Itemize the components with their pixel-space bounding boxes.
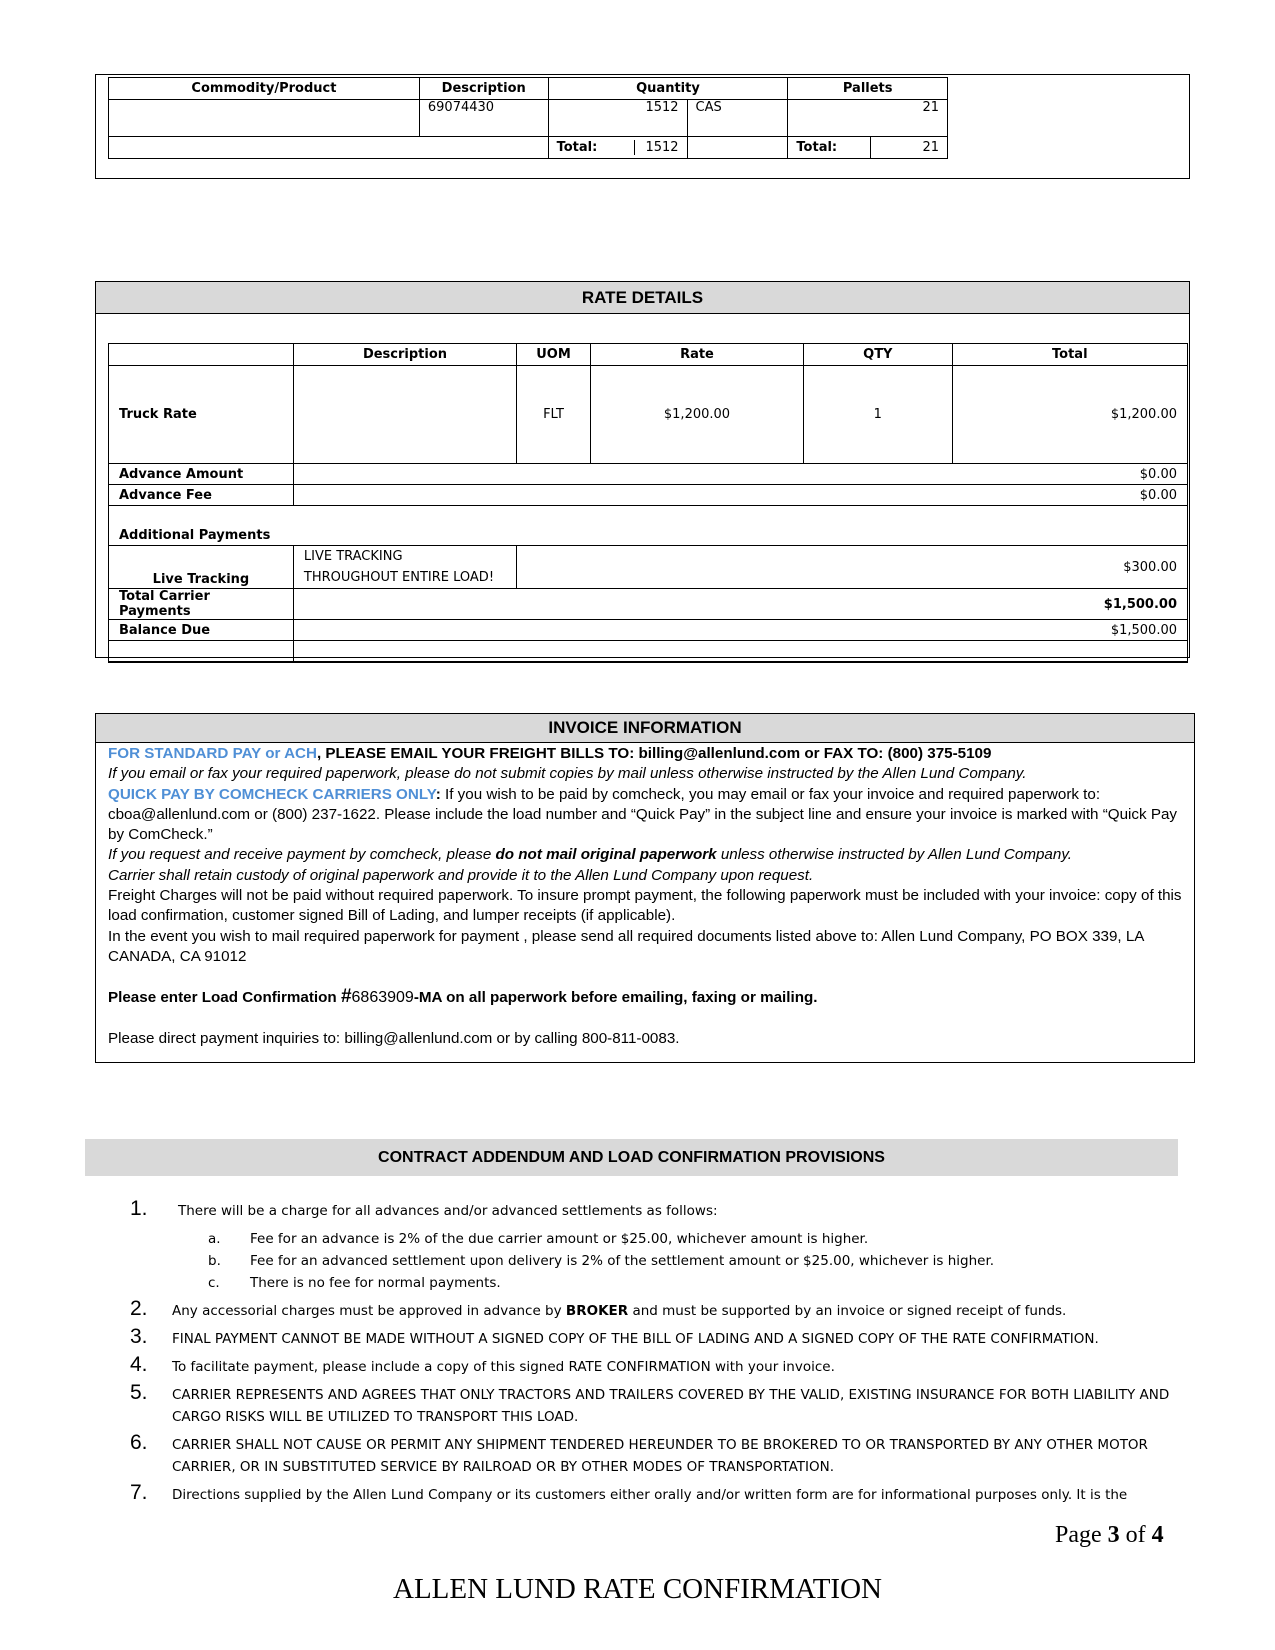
rate-table xyxy=(108,343,1188,663)
standard-pay-line: FOR STANDARD PAY or ACH, PLEASE EMAIL YOUR FREIGHT BILLS TO: billing@allenlund.com or FAX TO: (800) 375-5109 xyxy=(108,745,992,762)
freight-charges-note: Freight Charges will not be paid without required paperwork. To insure prompt payment, the following paperwork must be included with your invoice: copy of this load confirmation, customer signed Bill of Lading, and lumper receipts (if applicable). xyxy=(108,887,1182,925)
advance-fee-label: Advance Fee xyxy=(109,485,294,506)
invoice-body xyxy=(108,744,1188,1049)
pallets-header: Pallets xyxy=(788,78,948,100)
truck-rate-uom: FLT xyxy=(517,366,591,464)
comcheck-note: If you request and receive payment by comcheck, please do not mail original paperwork unless otherwise instructed by Allen Lund Company. xyxy=(108,846,1073,864)
provision-item: 2. Any accessorial charges must be approved in advance by BROKER and must be supported by an invoice or signed receipt of funds. xyxy=(130,1297,1067,1320)
description-cell: 69074430 xyxy=(419,100,548,137)
quantity-header: Quantity xyxy=(548,78,788,100)
truck-rate-rate: $1,200.00 xyxy=(590,366,803,464)
rate-details-section xyxy=(95,281,1190,658)
total-quantity-label: Total: 1512 xyxy=(548,137,687,159)
provision-item: 7. Directions supplied by the Allen Lund Company or its customers either orally and/or written form are for informational purposes only. It is the xyxy=(130,1481,1128,1504)
rate-header: Rate xyxy=(590,344,803,366)
unit-cell: CAS xyxy=(687,100,788,137)
rate-details-title: RATE DETAILS xyxy=(96,282,1189,314)
provision-item: 1. There will be a charge for all advances and/or advanced settlements as follows: xyxy=(130,1197,718,1220)
additional-payments-label: Additional Payments xyxy=(109,506,294,546)
advance-amount-label: Advance Amount xyxy=(109,464,294,485)
mail-address-note: In the event you wish to mail required paperwork for payment , please send all required documents listed above to: Allen Lund Company, PO BOX 339, LA CANADA, CA 91012 xyxy=(108,927,1144,965)
advance-fee-value: $0.00 xyxy=(293,485,1187,506)
quick-pay-paragraph: QUICK PAY BY COMCHECK CARRIERS ONLY: If you wish to be paid by comcheck, you may email or fax your invoice and required paperwork to: cboa@allenlund.com or (800) 237-1622. Please include the load number and “Quick Pay” in the subject line and ensure your invoice is marked with “Quick Pay by ComCheck.” xyxy=(108,785,1177,844)
page-number: Page 3 of 4 xyxy=(1055,1522,1164,1548)
invoice-title: INVOICE INFORMATION xyxy=(96,714,1194,743)
truck-rate-label: Truck Rate xyxy=(109,366,294,464)
pallets-cell: 21 xyxy=(788,100,948,137)
email-fax-note: If you email or fax your required paperwork, please do not submit copies by mail unless otherwise instructed by the Allen Lund Company. xyxy=(108,765,1027,783)
advance-amount-value: $0.00 xyxy=(293,464,1187,485)
truck-rate-description xyxy=(293,366,516,464)
uom-header: UOM xyxy=(517,344,591,366)
total-carrier-payments-label: Total Carrier Payments xyxy=(109,589,294,620)
commodity-section xyxy=(95,74,1190,179)
balance-due-label: Balance Due xyxy=(109,620,294,641)
description-header: Description xyxy=(419,78,548,100)
provision-item: 3. FINAL PAYMENT CANNOT BE MADE WITHOUT A SIGNED COPY OF THE BILL OF LADING AND A SIGNED COPY OF THE RATE CONFIRMATION. xyxy=(130,1325,1099,1348)
live-tracking-description: LIVE TRACKING THROUGHOUT ENTIRE LOAD! xyxy=(293,546,516,589)
provision-subitem: a. Fee for an advance is 2% of the due carrier amount or $25.00, whichever amount is higher. xyxy=(208,1231,869,1247)
commodity-header: Commodity/Product xyxy=(109,78,420,100)
custody-note: Carrier shall retain custody of original paperwork and provide it to the Allen Lund Company upon request. xyxy=(108,866,814,884)
qty-header: QTY xyxy=(804,344,953,366)
live-tracking-value: $300.00 xyxy=(517,546,1188,589)
truck-rate-qty: 1 xyxy=(804,366,953,464)
addendum-title: CONTRACT ADDENDUM AND LOAD CONFIRMATION PROVISIONS xyxy=(85,1139,1178,1176)
document-footer-title: ALLEN LUND RATE CONFIRMATION xyxy=(393,1573,882,1605)
total-pallets-label: Total: xyxy=(788,137,870,159)
commodity-table xyxy=(108,77,948,159)
rate-description-header: Description xyxy=(293,344,516,366)
provision-item: 6. CARRIER SHALL NOT CAUSE OR PERMIT ANY SHIPMENT TENDERED HEREUNDER TO BE BROKERED TO OR TRANSPORTED BY ANY OTHER MOTOR CARRIER, OR IN SUBSTITUTED SERVICE BY RAILROAD OR BY OTHER MODES OF TRANSPORTATION. xyxy=(130,1431,1148,1475)
truck-rate-total: $1,200.00 xyxy=(952,366,1187,464)
commodity-cell xyxy=(109,100,420,137)
invoice-section xyxy=(95,713,1195,1063)
provisions-list xyxy=(130,1197,1190,1512)
payment-inquiries-note: Please direct payment inquiries to: billing@allenlund.com or by calling 800-811-0083. xyxy=(108,1029,680,1047)
provision-subitem: b. Fee for an advanced settlement upon delivery is 2% of the settlement amount or $25.00, whichever is higher. xyxy=(208,1253,995,1269)
total-header: Total xyxy=(952,344,1187,366)
load-confirmation-number: 6863909 xyxy=(351,989,414,1007)
quantity-cell: 1512 xyxy=(548,100,687,137)
live-tracking-label: Live Tracking xyxy=(109,546,294,589)
balance-due-value: $1,500.00 xyxy=(293,620,1187,641)
total-carrier-payments-value: $1,500.00 xyxy=(293,589,1187,620)
provision-item: 4. To facilitate payment, please include a copy of this signed RATE CONFIRMATION with your invoice. xyxy=(130,1353,835,1376)
provision-item: 5. CARRIER REPRESENTS AND AGREES THAT ONLY TRACTORS AND TRAILERS COVERED BY THE VALID, EXISTING INSURANCE FOR BOTH LIABILITY AND CARGO RISKS WILL BE UTILIZED TO TRANSPORT THIS LOAD. xyxy=(130,1381,1170,1425)
load-confirmation-note: Please enter Load Confirmation #6863909-MA on all paperwork before emailing, faxing or mailing. xyxy=(108,986,818,1008)
total-quantity-value: 1512 xyxy=(634,140,687,155)
total-pallets-value: 21 xyxy=(870,137,947,159)
provision-subitem: c. There is no fee for normal payments. xyxy=(208,1275,501,1291)
